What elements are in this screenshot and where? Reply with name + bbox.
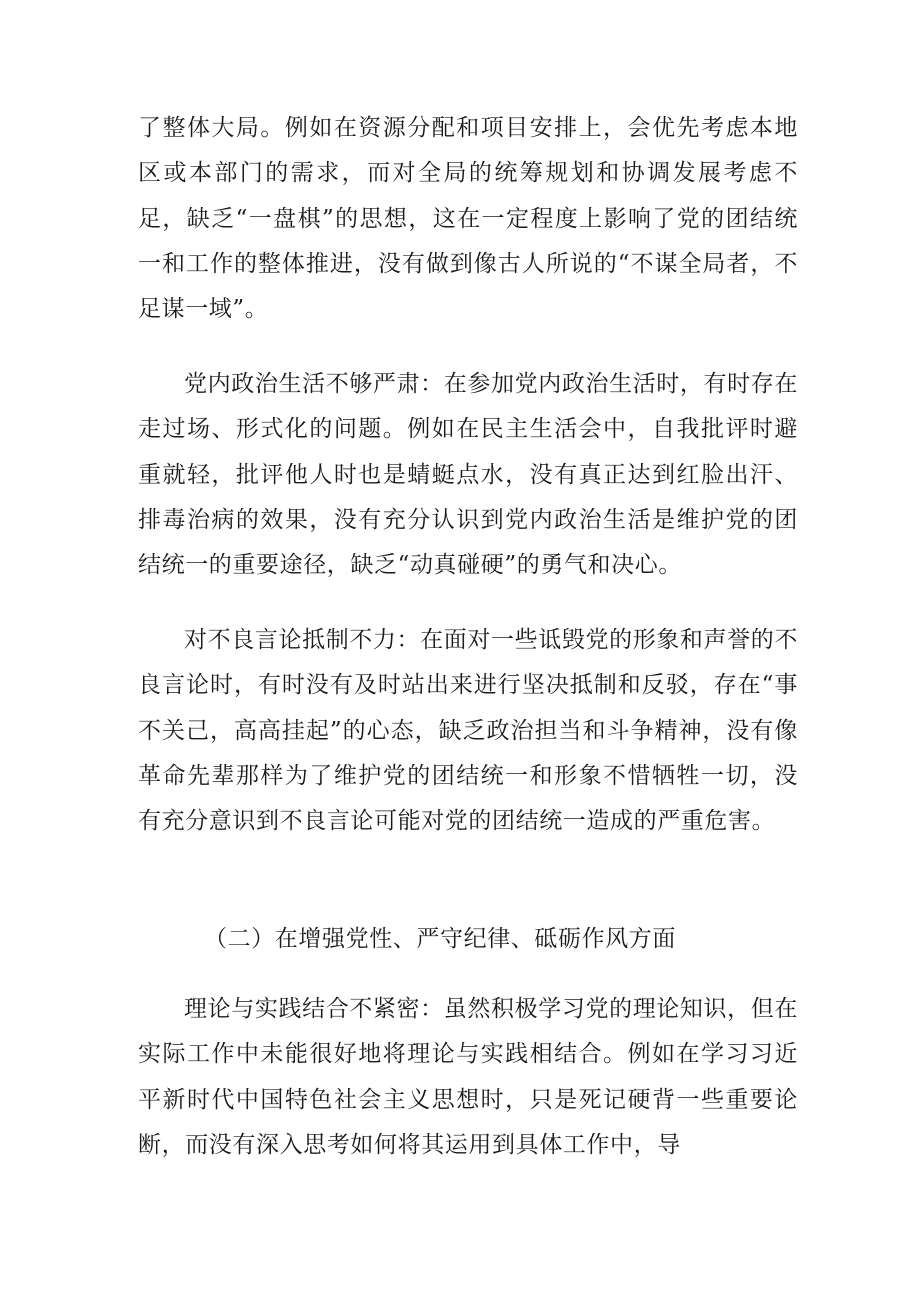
- section-heading: （二）在增强党性、严守纪律、砥砺作风方面: [204, 926, 676, 952]
- paragraph-theory-practice: 理论与实践结合不紧密：虽然积极学习党的理论知识，但在实际工作中未能很好地将理论与实践相结合。例如在学习习近平新时代中国特色社会主义思想时，只是死记硬背一些重要论断，而没有深入思考如何将其运用到具体工作中，导: [138, 996, 798, 1158]
- paragraph-bad-remarks: 对不良言论抵制不力：在面对一些诋毁党的形象和声誉的不良言论时，有时没有及时站出来进行坚决抵制和反驳，存在“事不关己，高高挂起”的心态，缺乏政治担当和斗争精神，没有像革命先辈那样为了维护党的团结统一和形象不惜牺牲一切，没有充分意识到不良言论可能对党的团结统一造成的严重危害。: [138, 627, 798, 835]
- paragraph-party-political-life: 党内政治生活不够严肃：在参加党内政治生活时，有时存在走过场、形式化的问题。例如在民主生活会中，自我批评时避重就轻，批评他人时也是蜻蜓点水，没有真正达到红脸出汗、排毒治病的效果，没有充分认识到党内政治生活是维护党的团结统一的重要途径，缺乏“动真碰硬”的勇气和决心。: [138, 371, 798, 579]
- paragraph-overall-situation: 了整体大局。例如在资源分配和项目安排上，会优先考虑本地区或本部门的需求，而对全局的统筹规划和协调发展考虑不足，缺乏“一盘棋”的思想，这在一定程度上影响了党的团结统一和工作的整体推进，没有做到像古人所说的“不谋全局者，不足谋一域”。: [138, 115, 798, 323]
